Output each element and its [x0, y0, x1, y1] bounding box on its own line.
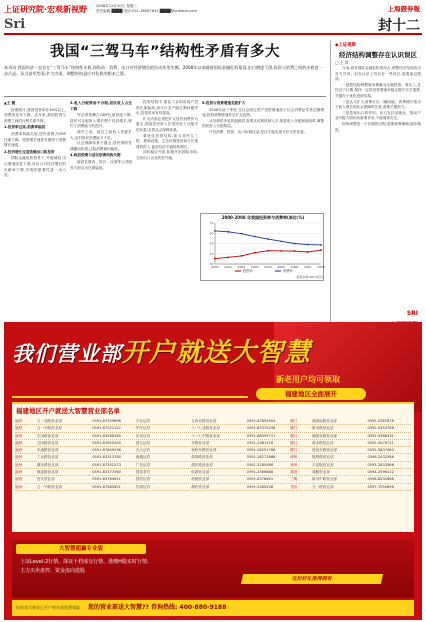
branch-row: [15, 425, 411, 432]
branch-cell: 湖滨南路营业部: [312, 419, 338, 423]
x-tick-label: 2006: [290, 265, 299, 269]
branch-cell: 东吴证券: [135, 433, 151, 438]
branch-cell: 嘉禾路营业部: [312, 440, 334, 445]
product-promo: [12, 540, 414, 598]
data-point: [280, 240, 282, 242]
branch-cell: 0592-5076711: [367, 440, 394, 445]
chart-title: 2000-2008 年我国投资率与消费率(单位:%): [221, 215, 305, 220]
paragraph: 投资结构中,重化工业和房地产投资比重偏高,部分行业产能过剩问题突出,投资效率有待提高。: [136, 100, 198, 116]
branch-cell: 福州: [15, 419, 23, 423]
branch-cell: 湖东营业部: [191, 484, 210, 489]
legend-label: 消费率: [283, 269, 293, 274]
paragraph: 社会保障体系不健全,居民预防性储蓄动机强,边际消费倾向偏低。: [70, 141, 132, 151]
data-point: [320, 244, 322, 246]
product-badge: 大智慧超赢专业版: [16, 544, 146, 554]
paragraph: 当前,面对国际金融危机的冲击,调整经济结构成为各方共识。但在认识上仍存在一些误区,需要加以澄清。: [335, 66, 421, 82]
series-line: [215, 231, 321, 245]
section-english: Sri: [4, 17, 26, 32]
branch-cell: 0595-2833566: [367, 462, 394, 467]
branch-row: [15, 418, 411, 425]
branch-cell: 0591-87551573: [92, 462, 121, 467]
branch-cell: 莲前东路营业部: [312, 448, 338, 453]
branch-cell: 0592-5588331: [367, 433, 394, 438]
ad-title-prefix: 我们营业部: [12, 342, 122, 366]
branch-cell: 铜盘路营业部: [36, 470, 59, 475]
article-column-2: [70, 100, 132, 318]
branch-cell: 0598-8232866: [367, 477, 394, 482]
ad-footer[interactable]: [12, 600, 414, 616]
branch-cell: 三明: [290, 477, 298, 482]
branch-cell: 福州: [15, 462, 23, 467]
branch-cell: 0591-88595717: [246, 433, 276, 438]
subheading: 5.投资与消费增速差距扩大: [202, 101, 246, 105]
branch-cell: 福州: [15, 470, 23, 475]
branch-cell: 0596-2032586: [367, 455, 394, 460]
branch-cell: 0591-5180438: [246, 484, 274, 489]
branch-cell: 湖滨北路营业部: [312, 433, 338, 438]
branch-cell: 厦禾路营业部: [312, 426, 334, 431]
branch-cell: 国元证券: [135, 440, 151, 445]
subheading: 4.政府消费与居民消费结构失衡: [70, 153, 121, 158]
data-point: [241, 255, 243, 257]
branch-cell: 仙游营业部: [191, 470, 210, 475]
branch-cell: 0591-83784611: [92, 477, 121, 482]
masthead: [4, 3, 422, 35]
branch-row: [15, 484, 411, 491]
branch-cell: 国泰君安: [135, 470, 151, 475]
branch-cell: 福州: [15, 433, 23, 438]
branch-cell: 胜利路营业部: [312, 455, 334, 460]
branch-cell: 丰泽街营业部: [312, 462, 334, 467]
data-point: [320, 249, 322, 251]
branch-cell: 0591-83313780: [92, 455, 121, 460]
data-point: [214, 258, 216, 260]
branch-cell: 福州: [15, 440, 23, 445]
branch-table: [15, 418, 411, 491]
data-point: [294, 250, 296, 252]
x-tick-label: 2000: [211, 265, 219, 269]
x-tick-label: 2007: [303, 265, 312, 269]
x-tick-label: 2004: [264, 265, 272, 269]
branch-cell: 漳州: [290, 455, 298, 460]
branch-cell: 0591-83268160: [92, 433, 121, 438]
paragraph: 结构调整是一个长期的过程,需要统筹兼顾,循序渐进。: [335, 121, 421, 132]
branch-cell: 湖东路营业部: [191, 462, 213, 467]
investment-consumption-chart: [200, 213, 324, 281]
chart-source: 数据来源:Wind资讯: [296, 275, 323, 279]
branch-cell: 0592-2587878: [367, 419, 394, 423]
branch-cell: 东浦路营业部: [36, 448, 59, 453]
subheading: 3.收入分配格局不合理,居民收入占比下降: [70, 101, 132, 111]
gift-banner: 这份好礼值得拥有: [241, 574, 383, 584]
paragraph: 国际金融危机背景下,外需减弱,出口增速明显下滑,净出口对经济增长的贡献率下降,内需的重要性进一步凸显。: [4, 156, 66, 178]
branch-cell: 东街营业部: [191, 440, 210, 445]
masthead-meta: [96, 4, 197, 14]
paragraph: 一是把结构调整简单理解为压缩投资。事实上,在经济下行期,保持一定的投资增速对稳定增长至关重要,关键在于优化投资结构。: [335, 82, 421, 98]
product-feature-2: 主力买卖盘控、资金流向选股: [20, 568, 86, 574]
branch-cell: 0591-28291788: [246, 448, 276, 453]
branch-cell: 0591-87585621: [92, 484, 121, 489]
column-tag: ◆上证观察: [335, 43, 356, 48]
branch-cell: 鼓楼营业部: [191, 477, 210, 482]
branch-cell: 0591-87521222: [92, 426, 121, 431]
article-column-3: [136, 100, 198, 318]
branch-cell: 福州: [15, 448, 23, 453]
branch-cell: 福州: [15, 484, 23, 489]
data-point: [214, 230, 216, 232]
ad-divider: [12, 396, 248, 398]
legend-label: 投资率: [243, 269, 253, 274]
advertisement[interactable]: [4, 322, 422, 620]
branch-cell: 五四路营业部: [36, 440, 59, 445]
branch-cell: 0591-87855904: [246, 419, 276, 423]
branch-cell: 龙岩: [290, 484, 298, 489]
article-column-4: [202, 100, 324, 210]
x-tick-label: 2008: [317, 265, 325, 269]
branch-cell: 0592-5353788: [367, 426, 394, 431]
x-tick-label: 2005: [277, 265, 286, 269]
x-tick-label: 2003: [250, 265, 259, 269]
paragraph: 扩大内需必须把扩大居民消费作为重点,提高居民收入在国民收入分配中的比重,完善社会保障体系。: [136, 116, 198, 132]
branch-cell: 五一中路营业部: [36, 484, 62, 489]
data-point: [254, 252, 256, 254]
branch-cell: 0591-2566688: [246, 470, 274, 475]
ad-region-pill: 福建地区全面展开: [256, 388, 366, 400]
section-name: 上证研究院·宏观新视野: [4, 5, 88, 14]
branch-cell: 兴业证券: [135, 419, 151, 423]
paragraph: 要优化投资结构,加大对民生工程、基础设施、生态环境建设和灾后重建的投入,促进经济平稳较快增长。: [136, 133, 198, 149]
article-headline: 我国“三驾马车”结构性矛盾有多大: [49, 44, 281, 60]
y-tick-label: 30: [209, 262, 214, 267]
branch-cell: 古田路营业部: [36, 433, 59, 438]
data-point: [241, 233, 243, 235]
data-point: [254, 236, 256, 238]
issue-date: 2008年12月10日 星期三: [96, 4, 137, 8]
paragraph: 劳动者报酬占GDP比重持续下降,居民可支配收入增长慢于经济增长,制约了消费能力的提升。: [70, 113, 132, 129]
subheading: 1.投资率过高,消费率偏低: [4, 125, 46, 130]
branch-cell: 福州: [15, 477, 23, 482]
branch-cell: 八一七北路营业部: [191, 426, 220, 431]
y-tick-label: 50: [209, 241, 214, 246]
paragraph: 城乡之间、地区之间收入差距扩大,农村居民消费能力不足。: [70, 129, 132, 140]
branch-cell: 新市中路营业部: [312, 477, 338, 482]
branch-cell: 城厢营业部: [312, 470, 330, 475]
branch-cell: 八一七中路营业部: [191, 433, 220, 438]
branch-row: [15, 454, 411, 461]
newspaper-logo: 上海證券報: [387, 5, 420, 13]
branch-row: [15, 440, 411, 447]
branch-cell: 0591-87649536: [92, 448, 121, 453]
branch-row: [15, 476, 411, 483]
branch-list-panel: [12, 402, 414, 532]
chart-svg: [201, 214, 325, 282]
x-tick-label: 2001: [224, 265, 233, 269]
y-tick-label: 70: [209, 221, 214, 226]
x-tick-label: 2002: [237, 265, 246, 269]
branch-cell: 五一中路营业部: [36, 426, 62, 431]
paragraph: 从结构性矛盾的根源看,需要从体制机制入手,推进收入分配制度改革,调整国民收入分配格局。: [202, 118, 324, 129]
hotline[interactable]: 您的营业部送大智慧?? 咨询热线: 400-880-9188: [88, 604, 227, 611]
branch-cell: 0591-26272866: [246, 455, 276, 460]
paragraph: 三是忽视出口的作用。出口在拉动就业、推动产业升级方面仍有重要作用,不能简单否定。: [335, 110, 421, 121]
branch-cell: 厦门: [290, 419, 298, 423]
branch-cell: 福州: [15, 426, 23, 431]
paragraph: 同时稳定外需,积极开拓国际市场,支持出口企业转型升级。: [136, 150, 198, 160]
branch-cell: 厦门: [290, 433, 298, 438]
branch-list-title: 福建地区开户就送大智慧营业部名单: [16, 407, 120, 415]
branch-cell: 厦门: [290, 448, 298, 453]
branch-cell: 莆田: [290, 470, 298, 475]
article-lead: 本刊讯 我国经济一直存在“三驾马车”结构性矛盾,即投资、消费、出口对经济增长的拉动作用失衡。2008年以来随着国际金融危机蔓延,出口增速下滑,投资与消费之间的矛盾进一步凸显。从当前形势看,扩大内需、调整结构是应对危机的根本之策。: [4, 65, 326, 97]
branch-row: [15, 469, 411, 476]
paragraph: 政府在教育、医疗、社保等公共服务方面支出比重偏低。: [70, 159, 132, 170]
paragraph: 二是认为扩大消费可以一蹴而就。消费增长取决于收入增长和社会保障的完善,需要长期努力。: [335, 99, 421, 110]
branch-cell: 0591-83377560: [92, 470, 121, 475]
data-point: [280, 250, 282, 252]
branch-cell: 光大证券: [135, 448, 151, 453]
branch-cell: 湖东路营业部: [36, 462, 59, 467]
ad-title-main: 开户就送大智慧: [122, 338, 312, 368]
right-column: [330, 40, 422, 336]
branch-cell: 工业路营业部: [36, 455, 59, 460]
column-body: [335, 66, 421, 302]
page-number: 封十二: [378, 18, 420, 34]
branch-row: [15, 433, 411, 440]
branch-cell: 杨桥东路营业部: [191, 448, 217, 453]
paragraph: 按照统计,我国投资率在40%以上,消费率连年下降。近年来,我国投资与消费之间的比例关系失调。: [4, 107, 66, 123]
branch-row: [15, 447, 411, 454]
product-feature-1: 上证Level-2行情、深证十档成交行情、港澳H股实时行情,: [20, 559, 149, 565]
column-title: 经济结构调整存在认识误区: [339, 51, 417, 59]
subheading: 2.经济增长过度依赖出口和投资: [4, 149, 55, 154]
branch-cell: 五四北路营业部: [191, 419, 217, 423]
branch-cell: 厦门: [290, 440, 298, 445]
y-tick-label: 60: [209, 231, 214, 236]
ad-subtitle: 新老用户均可领取: [276, 375, 340, 384]
data-point: [267, 250, 269, 252]
branch-cell: 0591-2381378: [246, 440, 274, 445]
data-point: [227, 256, 229, 258]
ad-title: [12, 332, 311, 369]
editor-contact: 责任编辑 ████ 电话:021-38967631 ████@cnstock.com: [96, 9, 197, 13]
sri-logo: SRI: [406, 310, 418, 317]
y-tick-label: 40: [209, 251, 214, 256]
paragraph: 消费率持续走低,居民消费占GDP比重下降。投资增长速度长期快于消费增长速度。: [4, 131, 66, 148]
branch-cell: 0591-87570258: [246, 426, 276, 431]
branch-row: [15, 462, 411, 469]
branch-cell: 0597-7050896: [367, 484, 394, 489]
branch-cell: 宏源证券: [135, 484, 151, 489]
branch-cell: 九一路营业部: [312, 484, 334, 489]
branch-cell: 0591-5185986: [246, 462, 274, 467]
branch-cell: 泉州: [290, 462, 298, 467]
branch-cell: 五一北路营业部: [36, 419, 62, 423]
data-point: [267, 238, 269, 240]
branch-cell: 广发证券: [135, 462, 151, 467]
branch-cell: 国信证券: [135, 477, 151, 482]
branch-cell: 晋安营业部: [36, 477, 55, 482]
branch-cell: 厦门: [290, 426, 298, 431]
data-point: [227, 231, 229, 233]
branch-cell: 0591-87509898: [92, 419, 121, 423]
ad-footer-note: 投资者可到各已开户营业部免费领取: [16, 605, 80, 610]
branch-cell: 海通证券: [135, 455, 151, 460]
data-point: [294, 243, 296, 245]
branch-cell: 0591-87825200: [92, 440, 121, 445]
column-author: □ 王 涛: [335, 60, 349, 65]
paragraph: 2008年前三季度,全社会固定资产投资增速高于社会消费品零售总额增速,投资消费增速差呈扩大趋势。: [202, 107, 324, 118]
branch-cell: 0594-2096122: [367, 470, 394, 475]
branch-cell: 鼓屏路营业部: [191, 455, 213, 460]
article-author: ▲王 健: [4, 101, 16, 105]
branch-cell: 0592-5837980: [367, 448, 394, 453]
article-column-1: [4, 100, 66, 318]
data-point: [307, 251, 309, 253]
branch-cell: 华安证券: [135, 426, 151, 431]
data-point: [307, 244, 309, 246]
branch-cell: 福州: [15, 455, 23, 460]
paragraph: 只有消费、投资、出口协调拉动,经济才能实现又好又快发展。: [209, 129, 308, 134]
branch-cell: 0591-8378461: [246, 477, 274, 482]
